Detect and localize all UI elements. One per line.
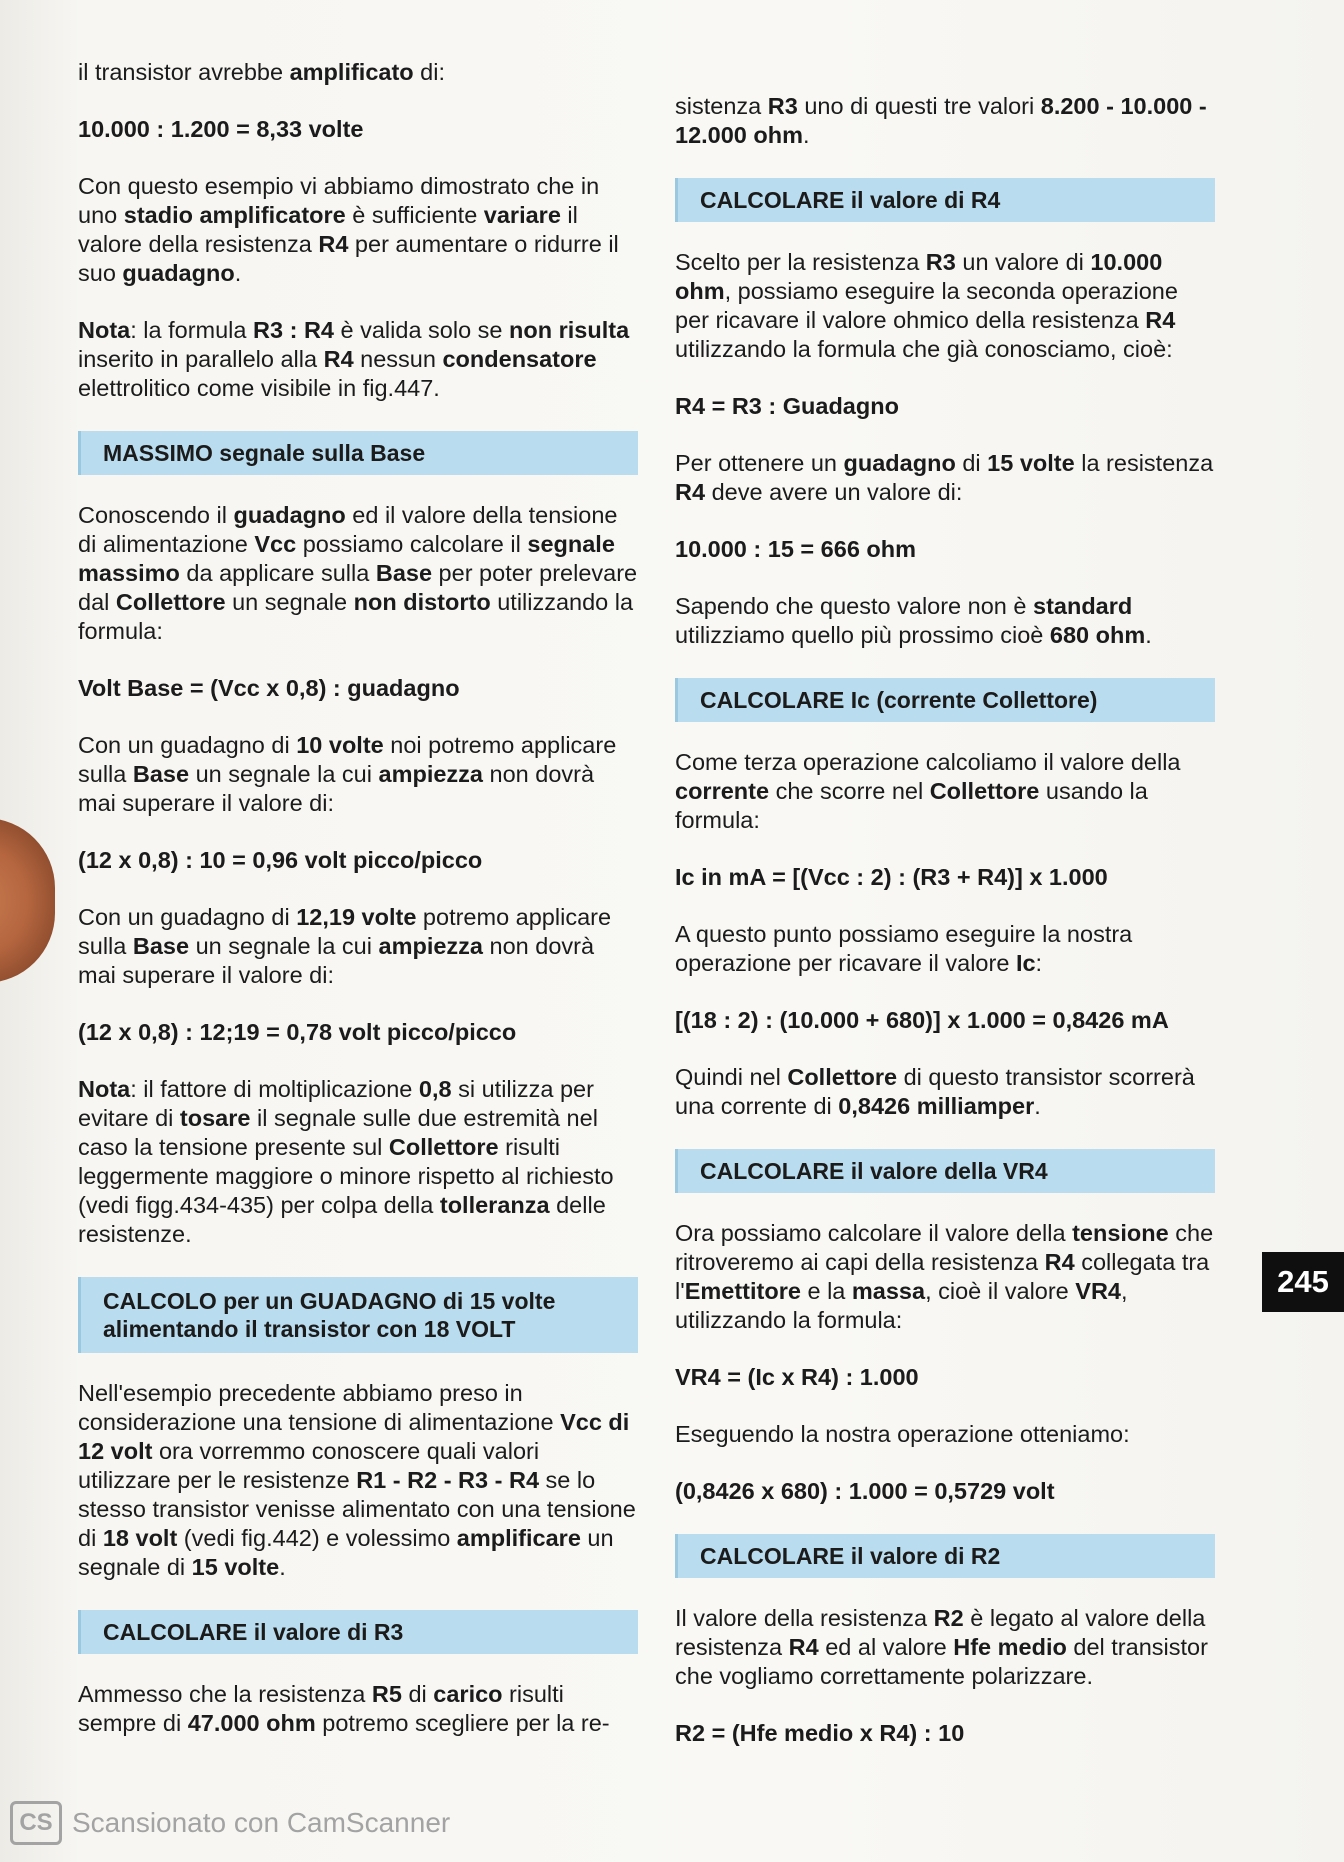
section-heading: CALCOLARE il valore di R4 xyxy=(675,178,1215,222)
paragraph: A questo punto possiamo eseguire la nostra operazione per ricavare il valore Ic: xyxy=(675,921,1133,976)
right-column xyxy=(675,92,1215,1776)
paragraph: Ammesso che la resistenza R5 di carico risulti sempre di 47.000 ohm potremo scegliere per la re- xyxy=(78,1681,610,1736)
paragraph: il transistor avrebbe amplificato di: xyxy=(78,59,446,85)
note-paragraph: Nota: il fattore di moltiplicazione 0,8 si utilizza per evitare di tosare il segnale sulle due estremità nel caso la tensione presente sul Collettore risulti leggermente maggiore o minore rispetto al richiesto (vedi figg.434-435) per colpa della tolleranza delle resistenze. xyxy=(78,1076,614,1247)
paragraph: Ora possiamo calcolare il valore della tensione che ritroveremo ai capi della resistenza R4 collegata tra l'Emettitore e la massa, cioè il valore VR4, utilizzando la formula: xyxy=(675,1220,1214,1333)
section-heading xyxy=(78,1277,638,1353)
left-column xyxy=(78,58,638,1766)
paragraph: Nell'esempio precedente abbiamo preso in considerazione una tensione di alimentazione Vcc di 12 volt ora vorremmo conoscere quali valori utilizzare per le resistenze R1 - R2 - R3 - R4 se lo stesso transistor venisse alimentato con una tensione di 18 volt (vedi fig.442) e volessimo amplificare un segnale di 15 volte. xyxy=(78,1380,636,1580)
paragraph: Per ottenere un guadagno di 15 volte la resistenza R4 deve avere un valore di: xyxy=(675,450,1214,505)
paragraph: Conoscendo il guadagno ed il valore della tensione di alimentazione Vcc possiamo calcolare il segnale massimo da applicare sulla Base per poter prelevare dal Collettore un segnale non distorto utilizzando la formula: xyxy=(78,502,638,644)
section-heading: CALCOLARE Ic (corrente Collettore) xyxy=(675,678,1215,722)
formula: Ic in mA = [(Vcc : 2) : (R3 + R4)] x 1.000 xyxy=(675,864,1108,890)
formula: 10.000 : 1.200 = 8,33 volte xyxy=(78,116,364,142)
heading-line: CALCOLO per un GUADAGNO di 15 volte xyxy=(103,1288,556,1314)
paragraph: Scelto per la resistenza R3 un valore di 10.000 ohm, possiamo eseguire la seconda operazione per ricavare il valore ohmico della resistenza R4 utilizzando la formula che già conosciamo, cioè: xyxy=(675,249,1178,362)
formula: (12 x 0,8) : 10 = 0,96 volt picco/picco xyxy=(78,847,483,873)
heading-line: alimentando il transistor con 18 VOLT xyxy=(103,1316,516,1342)
page-number: 245 xyxy=(1262,1252,1344,1312)
thumb-photo xyxy=(0,818,55,983)
formula: R2 = (Hfe medio x R4) : 10 xyxy=(675,1720,965,1746)
formula: 10.000 : 15 = 666 ohm xyxy=(675,536,917,562)
paragraph: Eseguendo la nostra operazione otteniamo: xyxy=(675,1421,1130,1447)
paragraph: Con un guadagno di 12,19 volte potremo applicare sulla Base un segnale la cui ampiezza non dovrà mai superare il valore di: xyxy=(78,904,612,988)
paragraph: Quindi nel Collettore di questo transistor scorrerà una corrente di 0,8426 milliamper. xyxy=(675,1064,1195,1119)
paragraph: Con un guadagno di 10 volte noi potremo applicare sulla Base un segnale la cui ampiezza non dovrà mai superare il valore di: xyxy=(78,732,617,816)
formula: (12 x 0,8) : 12;19 = 0,78 volt picco/picco xyxy=(78,1019,517,1045)
section-heading: MASSIMO segnale sulla Base xyxy=(78,431,638,475)
note-paragraph: Nota: la formula R3 : R4 è valida solo se non risulta inserito in parallelo alla R4 nessun condensatore elettrolitico come visibile in fig.447. xyxy=(78,317,630,401)
formula: (0,8426 x 680) : 1.000 = 0,5729 volt xyxy=(675,1478,1055,1504)
formula: [(18 : 2) : (10.000 + 680)] x 1.000 = 0,8426 mA xyxy=(675,1007,1169,1033)
paragraph: Con questo esempio vi abbiamo dimostrato che in uno stadio amplificatore è sufficiente variare il valore della resistenza R4 per aumentare o ridurre il suo guadagno. xyxy=(78,173,619,286)
formula: VR4 = (Ic x R4) : 1.000 xyxy=(675,1364,919,1390)
camscanner-watermark xyxy=(10,1803,450,1843)
paragraph: Come terza operazione calcoliamo il valore della corrente che scorre nel Collettore usando la formula: xyxy=(675,749,1181,833)
section-heading: CALCOLARE il valore di R2 xyxy=(675,1534,1215,1578)
watermark-text: Scansionato con CamScanner xyxy=(72,1807,451,1838)
paragraph: Il valore della resistenza R2 è legato al valore della resistenza R4 ed al valore Hfe medio del transistor che vogliamo correttamente polarizzare. xyxy=(675,1605,1208,1689)
paragraph: sistenza R3 uno di questi tre valori 8.200 - 10.000 - 12.000 ohm. xyxy=(675,93,1207,148)
section-heading: CALCOLARE il valore di R3 xyxy=(78,1610,638,1654)
formula: R4 = R3 : Guadagno xyxy=(675,393,899,419)
section-heading: CALCOLARE il valore della VR4 xyxy=(675,1149,1215,1193)
camscanner-logo-icon: CS xyxy=(10,1801,62,1845)
formula: Volt Base = (Vcc x 0,8) : guadagno xyxy=(78,675,460,701)
paragraph: Sapendo che questo valore non è standard utilizziamo quello più prossimo cioè 680 ohm. xyxy=(675,593,1152,648)
